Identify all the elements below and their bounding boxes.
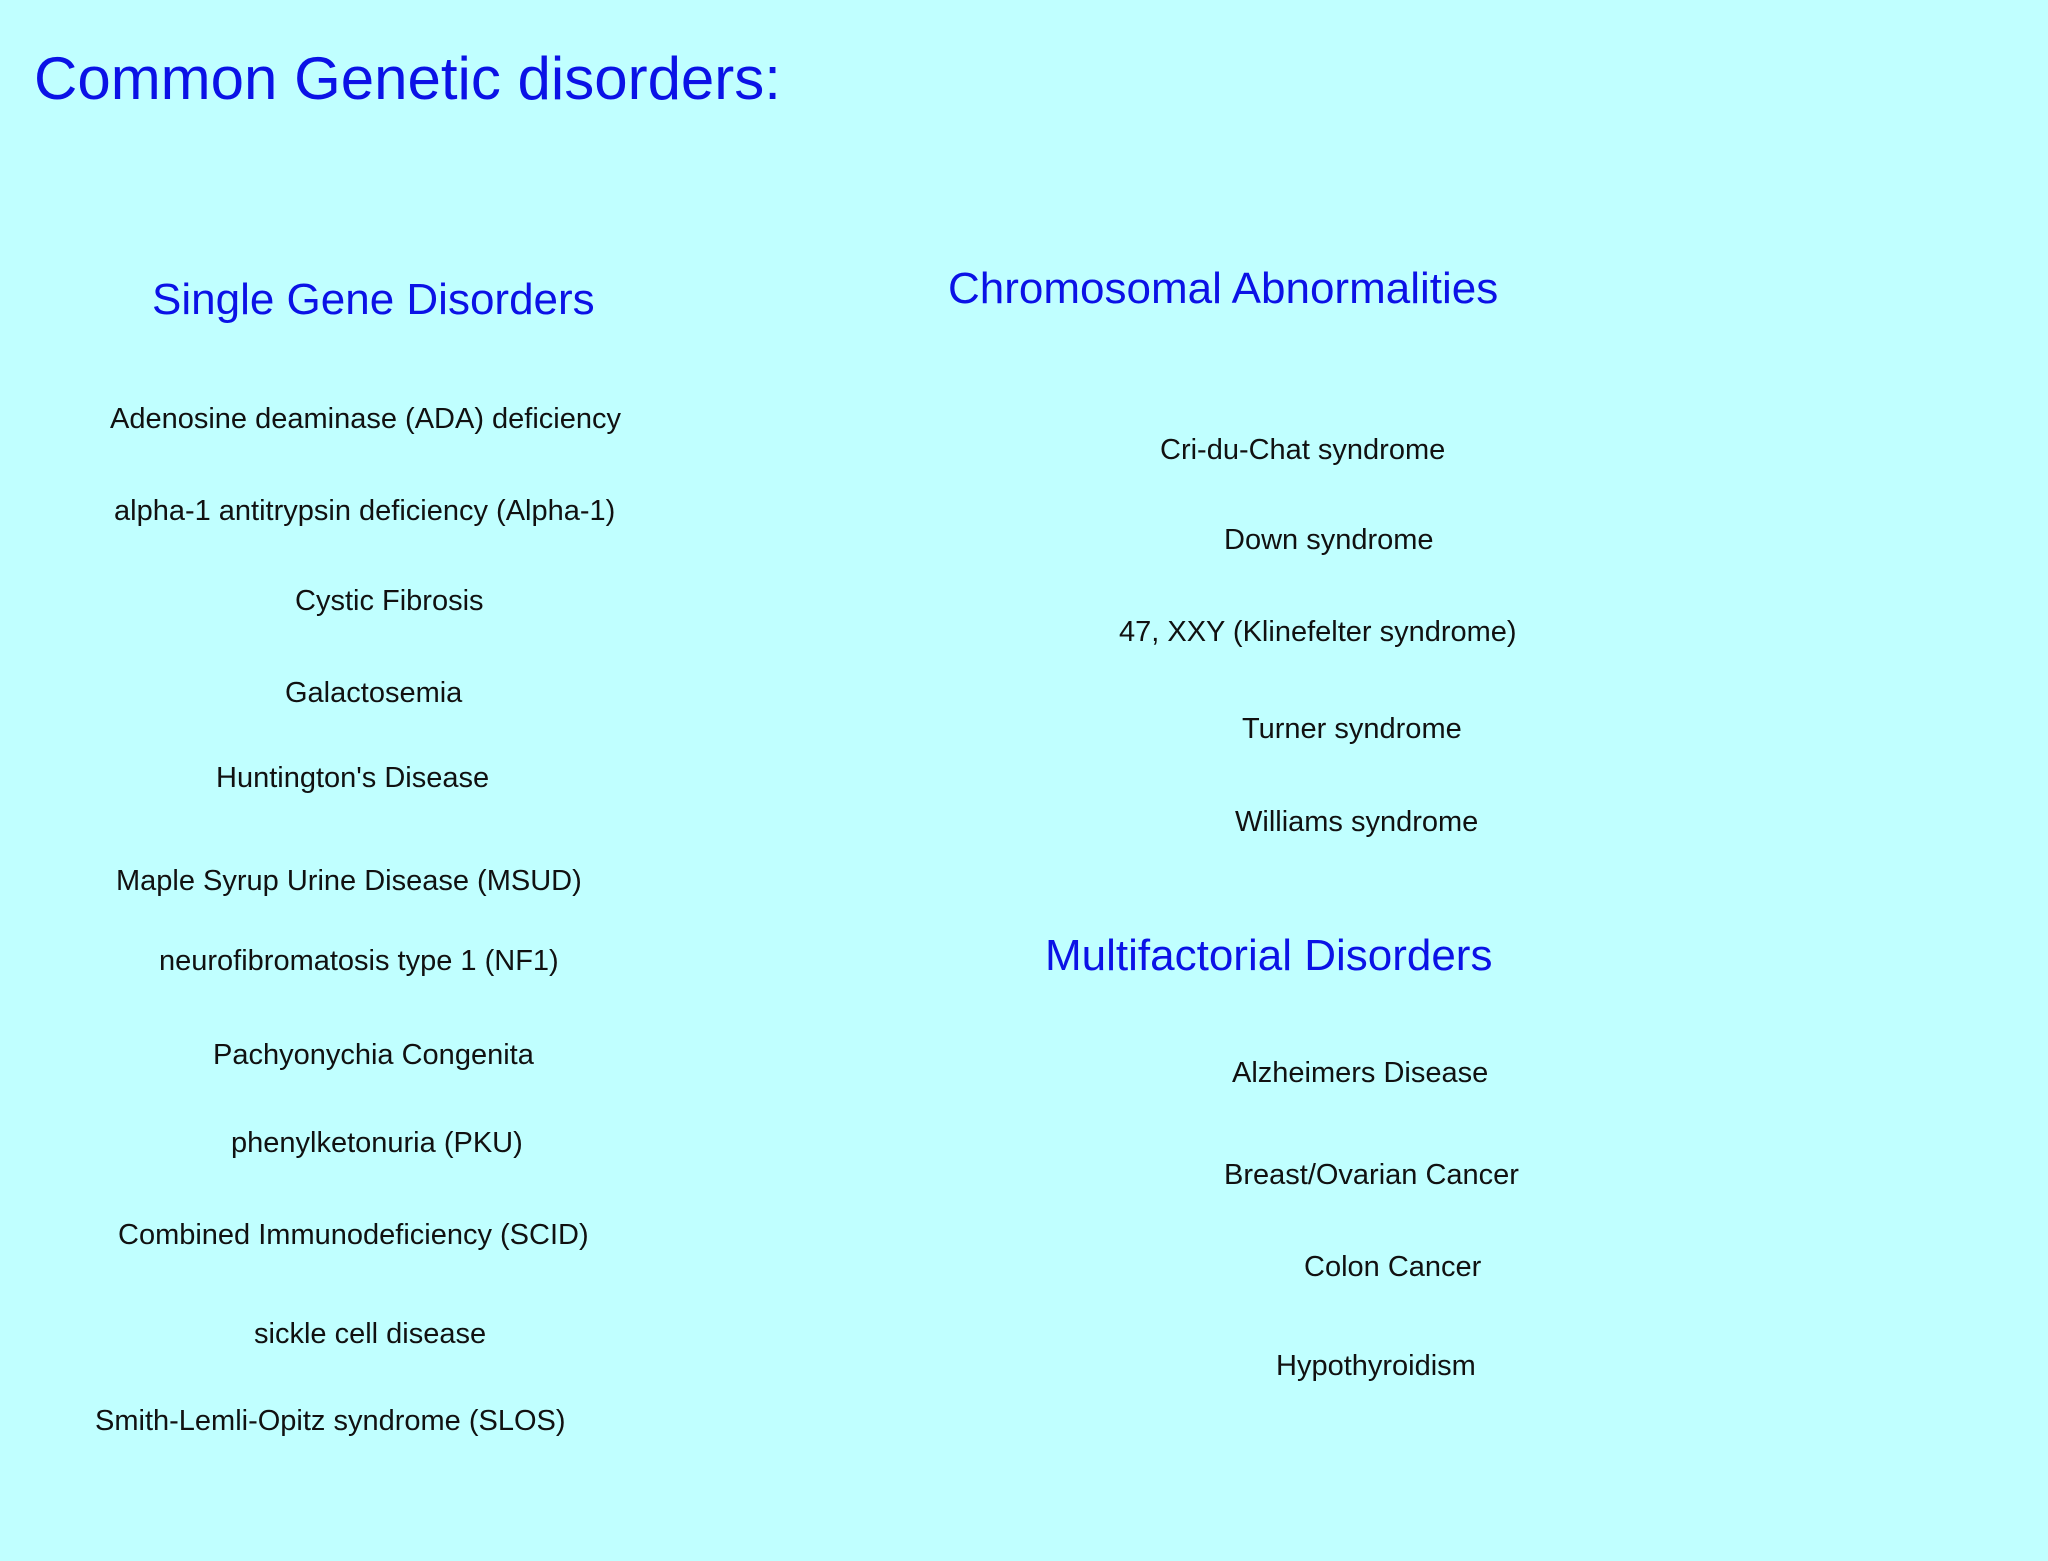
single-gene-item: sickle cell disease (254, 1318, 487, 1350)
single-gene-item: Maple Syrup Urine Disease (MSUD) (116, 865, 582, 897)
single-gene-item: Adenosine deaminase (ADA) deficiency (110, 403, 621, 435)
chromosomal-item: Down syndrome (1224, 524, 1434, 556)
single-gene-item: Huntington's Disease (216, 762, 490, 794)
single-gene-heading: Single Gene Disorders (152, 275, 595, 324)
single-gene-item: Pachyonychia Congenita (213, 1039, 534, 1071)
single-gene-item: phenylketonuria (PKU) (231, 1127, 523, 1159)
chromosomal-item: Cri-du-Chat syndrome (1160, 434, 1446, 466)
chromosomal-item: 47, XXY (Klinefelter syndrome) (1119, 616, 1517, 648)
single-gene-item: Combined Immunodeficiency (SCID) (118, 1219, 589, 1251)
chromosomal-heading: Chromosomal Abnormalities (948, 264, 1499, 313)
single-gene-item: Smith-Lemli-Opitz syndrome (SLOS) (95, 1405, 566, 1437)
multifactorial-heading: Multifactorial Disorders (1045, 931, 1493, 980)
single-gene-item: Galactosemia (285, 677, 463, 709)
single-gene-item: neurofibromatosis type 1 (NF1) (159, 945, 559, 977)
chromosomal-item: Turner syndrome (1242, 713, 1462, 745)
single-gene-item: alpha-1 antitrypsin deficiency (Alpha-1) (114, 495, 616, 527)
multifactorial-item: Alzheimers Disease (1232, 1057, 1489, 1089)
multifactorial-item: Hypothyroidism (1276, 1350, 1476, 1382)
chromosomal-item: Williams syndrome (1235, 806, 1479, 838)
multifactorial-item: Colon Cancer (1304, 1251, 1482, 1283)
page-title: Common Genetic disorders: (34, 45, 781, 112)
single-gene-item: Cystic Fibrosis (295, 585, 484, 617)
multifactorial-item: Breast/Ovarian Cancer (1224, 1159, 1519, 1191)
